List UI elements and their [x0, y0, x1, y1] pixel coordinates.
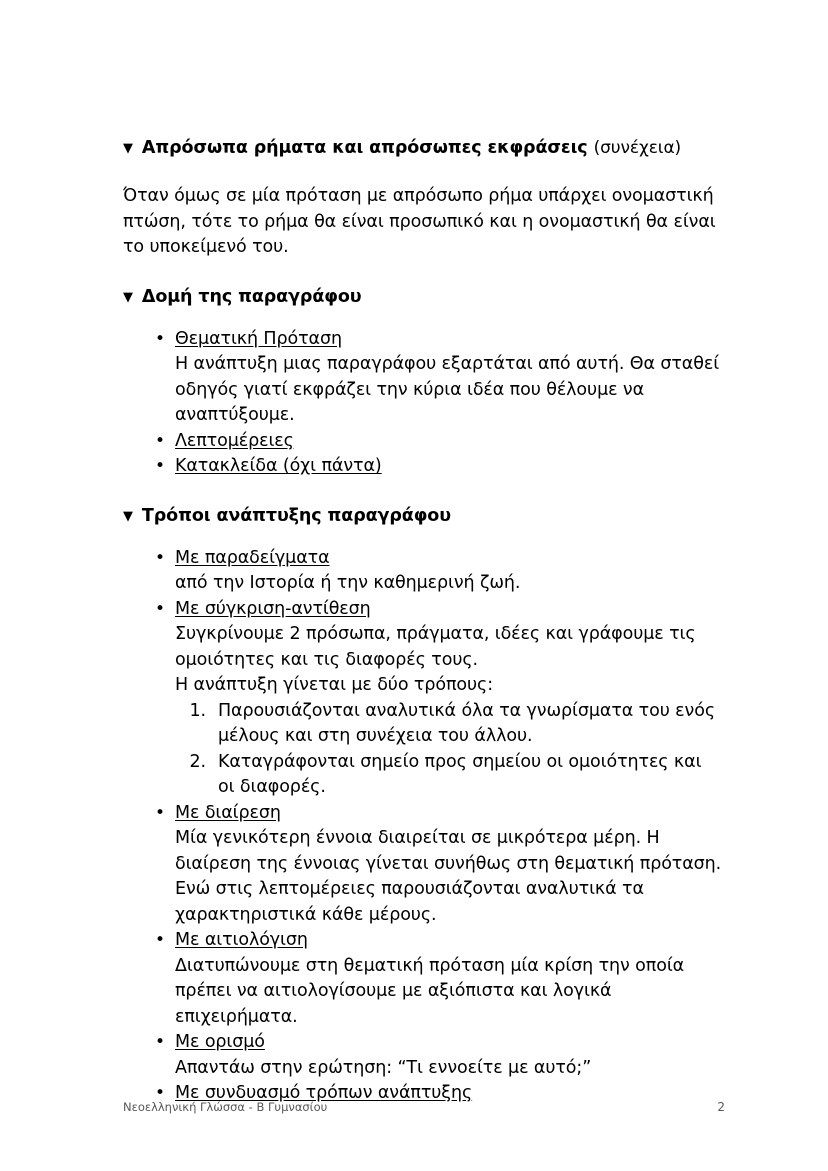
list-item: [123, 429, 723, 455]
footer-page-number: 2: [717, 1100, 725, 1114]
bullet-icon: •: [155, 598, 165, 619]
list-item: [123, 454, 723, 480]
section-1-paragraph: Όταν όμως σε μία πρόταση με απρόσωπο ρήμα υπάρχει ονομαστική πτώση, τότε το ρήμα θα είναι προσωπικό και η ονομαστική θα είναι το υποκείμενό του.: [123, 186, 716, 257]
list-item: [123, 1030, 723, 1081]
spacer: [123, 526, 723, 546]
spacer: [123, 307, 723, 327]
bullet-icon: •: [155, 328, 165, 349]
list-item-title[interactable]: Με διαίρεση: [175, 802, 281, 823]
list-item: [123, 928, 723, 1030]
page-footer: [123, 1100, 725, 1114]
list-item-title[interactable]: Με αιτιολόγιση: [175, 930, 308, 950]
bullet-icon: •: [155, 930, 165, 950]
section-heading-2-text: Δομή της παραγράφου: [141, 286, 362, 307]
numbered-list-item: [175, 699, 723, 750]
list-item-body: Συγκρίνουμε 2 πρόσωπα, πράγματα, ιδέες και γράφουμε τις ομοιότητες και τις διαφορές τους.: [175, 624, 696, 670]
numbered-list-item: [175, 750, 723, 801]
list-item-body-secondary: Η ανάπτυξη γίνεται με δύο τρόπους:: [175, 675, 493, 695]
collapse-triangle-icon[interactable]: ▼: [123, 141, 133, 156]
list-item-body: Διατυπώνουμε στη θεματική πρόταση μία κρίση την οποία πρέπει να αιτιολογίσουμε με αξιόπιστα και λογικά επιχειρήματα.: [175, 955, 685, 1027]
collapse-triangle-icon[interactable]: ▼: [123, 289, 133, 305]
comparison-methods-numbered-list: [175, 699, 723, 801]
list-item-body: Μία γενικότερη έννοια διαιρείται σε μικρότερα μέρη. Η διαίρεση της έννοιας γίνεται συνήθως στη θεματική πρόταση. Ενώ στις λεπτομέρειες παρουσιάζονται αναλυτικά τα χαρακτηριστικά κάθε μέρους.: [175, 828, 722, 925]
list-item: [123, 801, 723, 929]
spacer: [123, 158, 723, 184]
list-number: 2.: [189, 751, 206, 772]
bullet-icon: •: [155, 1032, 165, 1052]
numbered-list-item-text: Καταγράφονται σημείο προς σημείου οι ομοιότητες και οι διαφορές.: [218, 751, 702, 797]
paragraph-structure-list: [123, 327, 723, 480]
section-heading-1[interactable]: [123, 138, 723, 158]
numbered-list-item-text: Παρουσιάζονται αναλυτικά όλα τα γνωρίσματα του ενός μέλους και στη συνέχεια του άλλου.: [218, 700, 715, 746]
bullet-icon: •: [155, 802, 165, 823]
list-item-title[interactable]: Με παραδείγματα: [175, 547, 330, 568]
development-methods-list: [123, 546, 723, 1107]
collapse-triangle-icon[interactable]: ▼: [123, 508, 133, 524]
bullet-icon: •: [155, 456, 165, 476]
bullet-icon: •: [155, 430, 165, 451]
list-item-title[interactable]: Κατακλείδα (όχι πάντα): [175, 456, 382, 476]
list-item: [123, 327, 723, 429]
list-item-title[interactable]: Λεπτομέρειες: [175, 430, 294, 451]
list-item-title[interactable]: Θεματική Πρόταση: [175, 328, 342, 349]
footer-title: Νεοελληνική Γλώσσα - Β Γυμνασίου: [123, 1100, 328, 1114]
bullet-icon: •: [155, 547, 165, 568]
section-heading-1-text: Απρόσωπα ρήματα και απρόσωπες εκφράσεις: [141, 138, 588, 158]
spacer: [123, 261, 723, 287]
list-item: [123, 597, 723, 801]
list-item-body: από την Ιστορία ή την καθημερινή ζωή.: [175, 573, 521, 593]
document-content: [123, 138, 723, 1107]
bullet-icon: •: [155, 1083, 165, 1103]
list-item-title[interactable]: Με συνδυασμό τρόπων ανάπτυξης: [175, 1083, 473, 1103]
list-item-body: Απαντάω στην ερώτηση: “Τι εννοείτε με αυτό;”: [175, 1057, 592, 1078]
spacer: [123, 480, 723, 506]
list-item: [123, 546, 723, 597]
list-item-title[interactable]: Με σύγκριση-αντίθεση: [175, 598, 371, 619]
section-heading-2[interactable]: [123, 287, 723, 307]
section-heading-3-text: Τρόποι ανάπτυξης παραγράφου: [141, 505, 451, 526]
list-item-body: Η ανάπτυξη μιας παραγράφου εξαρτάται από αυτή. Θα σταθεί οδηγός γιατί εκφράζει την κύρια ιδέα που θέλουμε να αναπτύξουμε.: [175, 354, 720, 425]
list-item-title[interactable]: Με ορισμό: [175, 1032, 265, 1052]
section-heading-1-suffix: (συνέχεια): [593, 138, 682, 158]
section-heading-3[interactable]: [123, 506, 723, 526]
list-number: 1.: [189, 700, 206, 721]
